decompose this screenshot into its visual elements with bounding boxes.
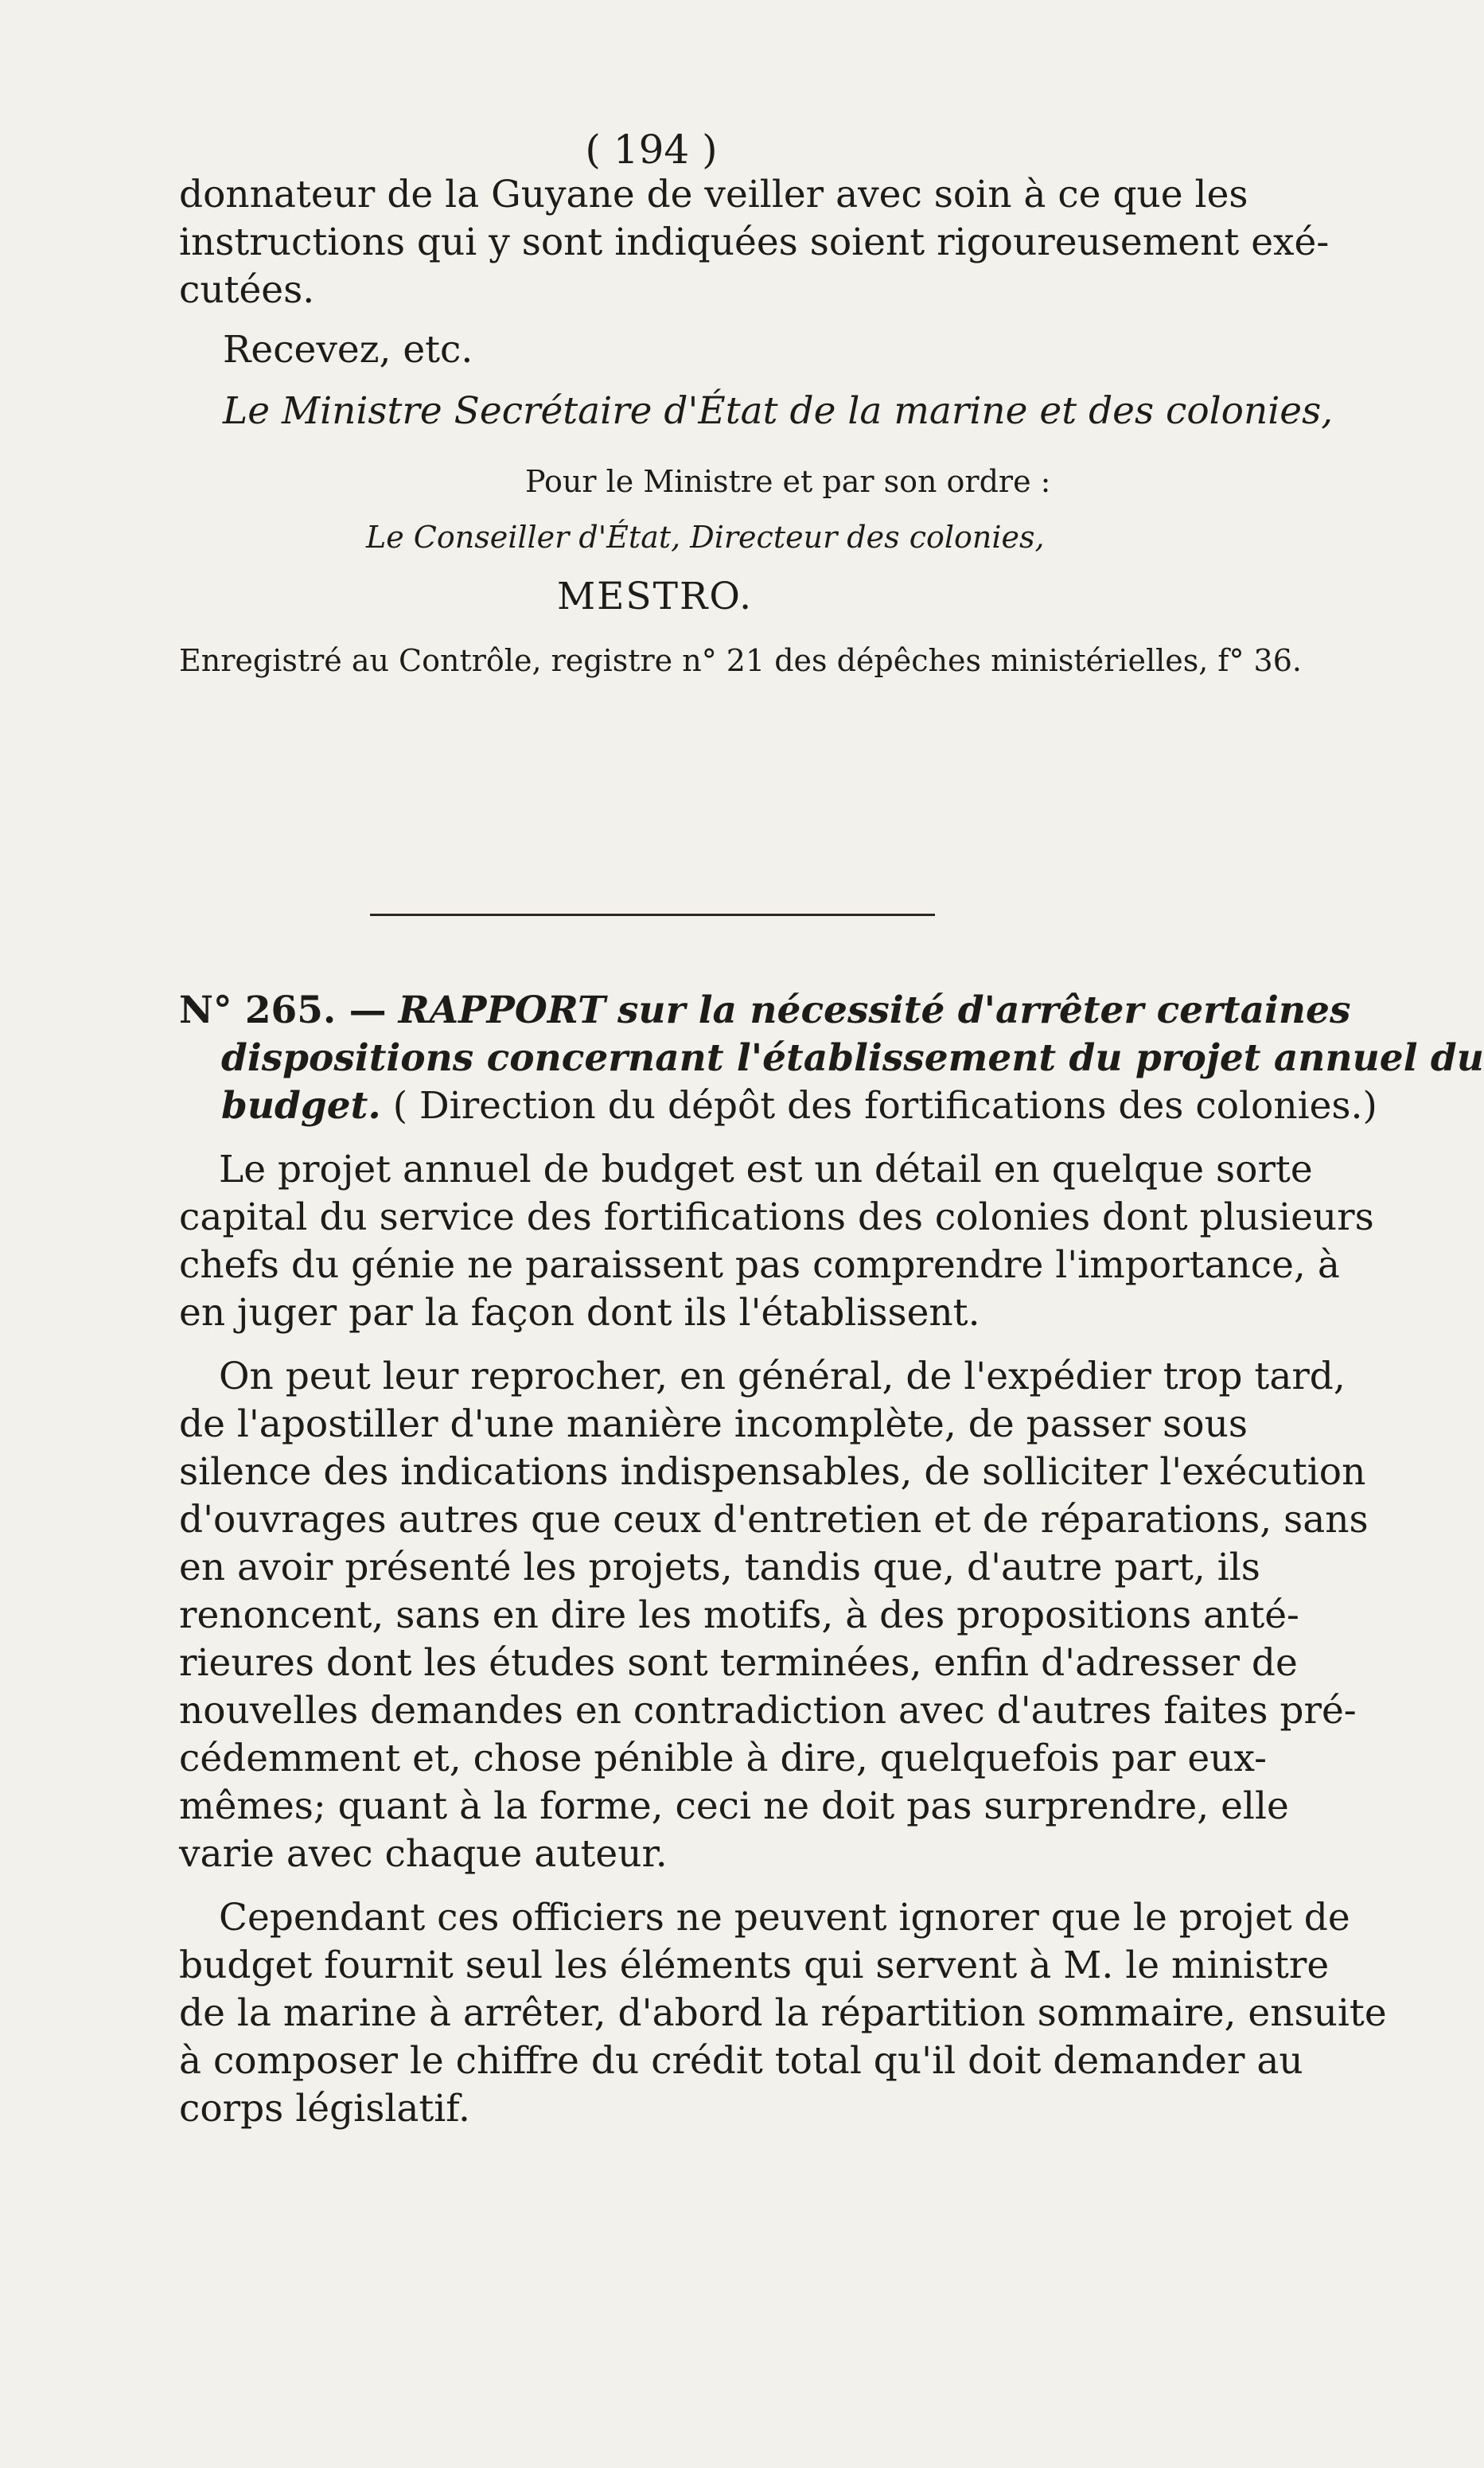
letter-line-2: instructions qui y sont indiquées soient rigoureusement exé-	[179, 220, 1330, 264]
report-title-rest: sur la nécessité d'arrêter certaines	[617, 988, 1351, 1032]
minister-title: Le Ministre Secrétaire d'État de la marine et des colonies,	[223, 389, 1334, 433]
para3-line: Cependant ces officiers ne peuvent ignorer que le projet de	[219, 1896, 1350, 1940]
para2-line: varie avec chaque auteur.	[179, 1832, 668, 1876]
report-title-line-1	[179, 987, 1350, 1035]
para2-line: d'ouvrages autres que ceux d'entretien et de réparations, sans	[179, 1498, 1369, 1542]
letter-line-1: donnateur de la Guyane de veiller avec soin à ce que les	[179, 173, 1248, 216]
para2-line: On peut leur reprocher, en général, de l'expédier trop tard,	[219, 1355, 1346, 1398]
report-direction: ( Direction du dépôt des fortifications des colonies.)	[392, 1084, 1377, 1128]
report-number: N° 265. —	[179, 988, 387, 1032]
para2-line: en avoir présenté les projets, tandis que, d'autre part, ils	[179, 1546, 1260, 1589]
para2-line: silence des indications indispensables, de solliciter l'exécution	[179, 1450, 1366, 1494]
para1-line: Le projet annuel de budget est un détail en quelque sorte	[219, 1148, 1313, 1191]
para1-line: capital du service des fortifications des colonies dont plusieurs	[179, 1195, 1374, 1239]
by-order-line: Pour le Ministre et par son ordre :	[525, 464, 1051, 499]
signature-name: MESTRO.	[557, 575, 754, 618]
page-number: ( 194 )	[585, 127, 718, 173]
report-title-line-3	[221, 1082, 1377, 1130]
para2-line: renoncent, sans en dire les motifs, à des propositions anté-	[179, 1593, 1299, 1637]
report-title-budget: budget.	[221, 1084, 381, 1128]
closing-formula: Recevez, etc.	[223, 328, 473, 372]
para3-line: budget fournit seul les éléments qui servent à M. le ministre	[179, 1944, 1330, 1987]
para3-line: de la marine à arrêter, d'abord la répartition sommaire, ensuite	[179, 1991, 1387, 2035]
report-title-word: RAPPORT	[398, 988, 606, 1032]
para2-line: mêmes; quant à la forme, ceci ne doit pas surprendre, elle	[179, 1784, 1289, 1828]
letter-line-3: cutées.	[179, 268, 315, 312]
para2-line: cédemment et, chose pénible à dire, quelquefois par eux-	[179, 1737, 1268, 1780]
para2-line: de l'apostiller d'une manière incomplète, de passer sous	[179, 1402, 1248, 1446]
section-divider	[370, 914, 935, 916]
para2-line: nouvelles demandes en contradiction avec d'autres faites pré-	[179, 1689, 1357, 1733]
councillor-title: Le Conseiller d'État, Directeur des colonies,	[366, 520, 1045, 555]
para1-line: chefs du génie ne paraissent pas comprendre l'importance, à	[179, 1243, 1340, 1287]
para3-line: corps législatif.	[179, 2087, 470, 2131]
para2-line: rieures dont les études sont terminées, enfin d'adresser de	[179, 1641, 1298, 1685]
registration-note: Enregistré au Contrôle, registre n° 21 des dépêches ministérielles, f° 36.	[179, 643, 1302, 678]
para3-line: à composer le chiffre du crédit total qu'il doit demander au	[179, 2039, 1303, 2083]
report-title-line-2: dispositions concernant l'établissement du projet annuel du	[221, 1036, 1484, 1080]
para1-line: en juger par la façon dont ils l'établissent.	[179, 1291, 980, 1335]
